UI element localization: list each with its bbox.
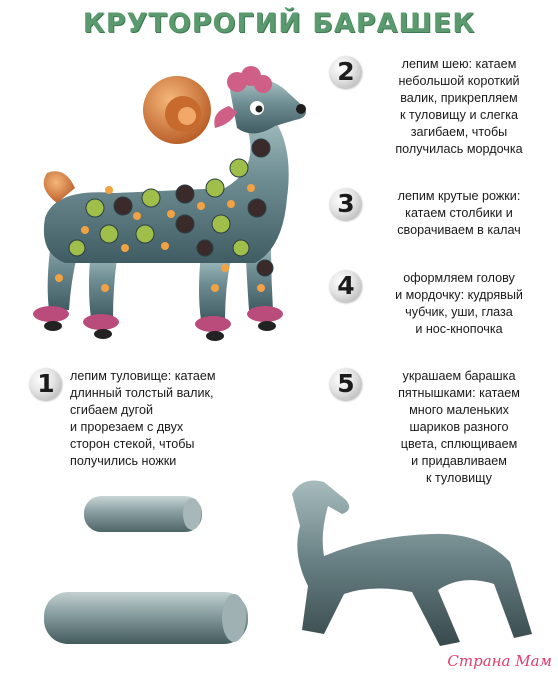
step-2 (330, 56, 555, 166)
bent-clay-body (262, 474, 552, 654)
step-5-text: украшаем барашка пятнышками: катаем много маленьких шариков разного цвета, сплющиваем и придавливаем к туловищу (398, 369, 520, 485)
step-1 (30, 368, 290, 478)
short-clay-roll (80, 490, 206, 540)
step-2-text: лепим шею: катаем небольшой короткий валик, прикрепляем к туловищу и слегка загибаем, чтобы получилась мордочка (395, 57, 523, 156)
step-3-number: 3 (330, 188, 362, 220)
long-clay-roll (40, 586, 252, 652)
step-3 (330, 188, 555, 248)
step-5-number: 5 (330, 368, 362, 400)
step-3-text: лепим крутые рожки: катаем столбики и сворачиваем в калач (397, 189, 521, 237)
step-4-number: 4 (330, 270, 362, 302)
ram-illustration (25, 48, 355, 368)
watermark-text: Страна Мам (447, 652, 552, 670)
step-1-number: 1 (30, 368, 62, 400)
step-4-text: оформляем голову и мордочку: кудрявый чубчик, уши, глаза и нос-кнопочка (395, 271, 523, 336)
page-title: КРУТОРОГИЙ БАРАШЕК (82, 8, 476, 39)
step-4 (330, 270, 555, 342)
step-1-text: лепим туловище: катаем длинный толстый валик, сгибаем дугой и прорезаем с двух сторон стекой, чтобы получились ножки (70, 369, 216, 468)
step-2-number: 2 (330, 56, 362, 88)
